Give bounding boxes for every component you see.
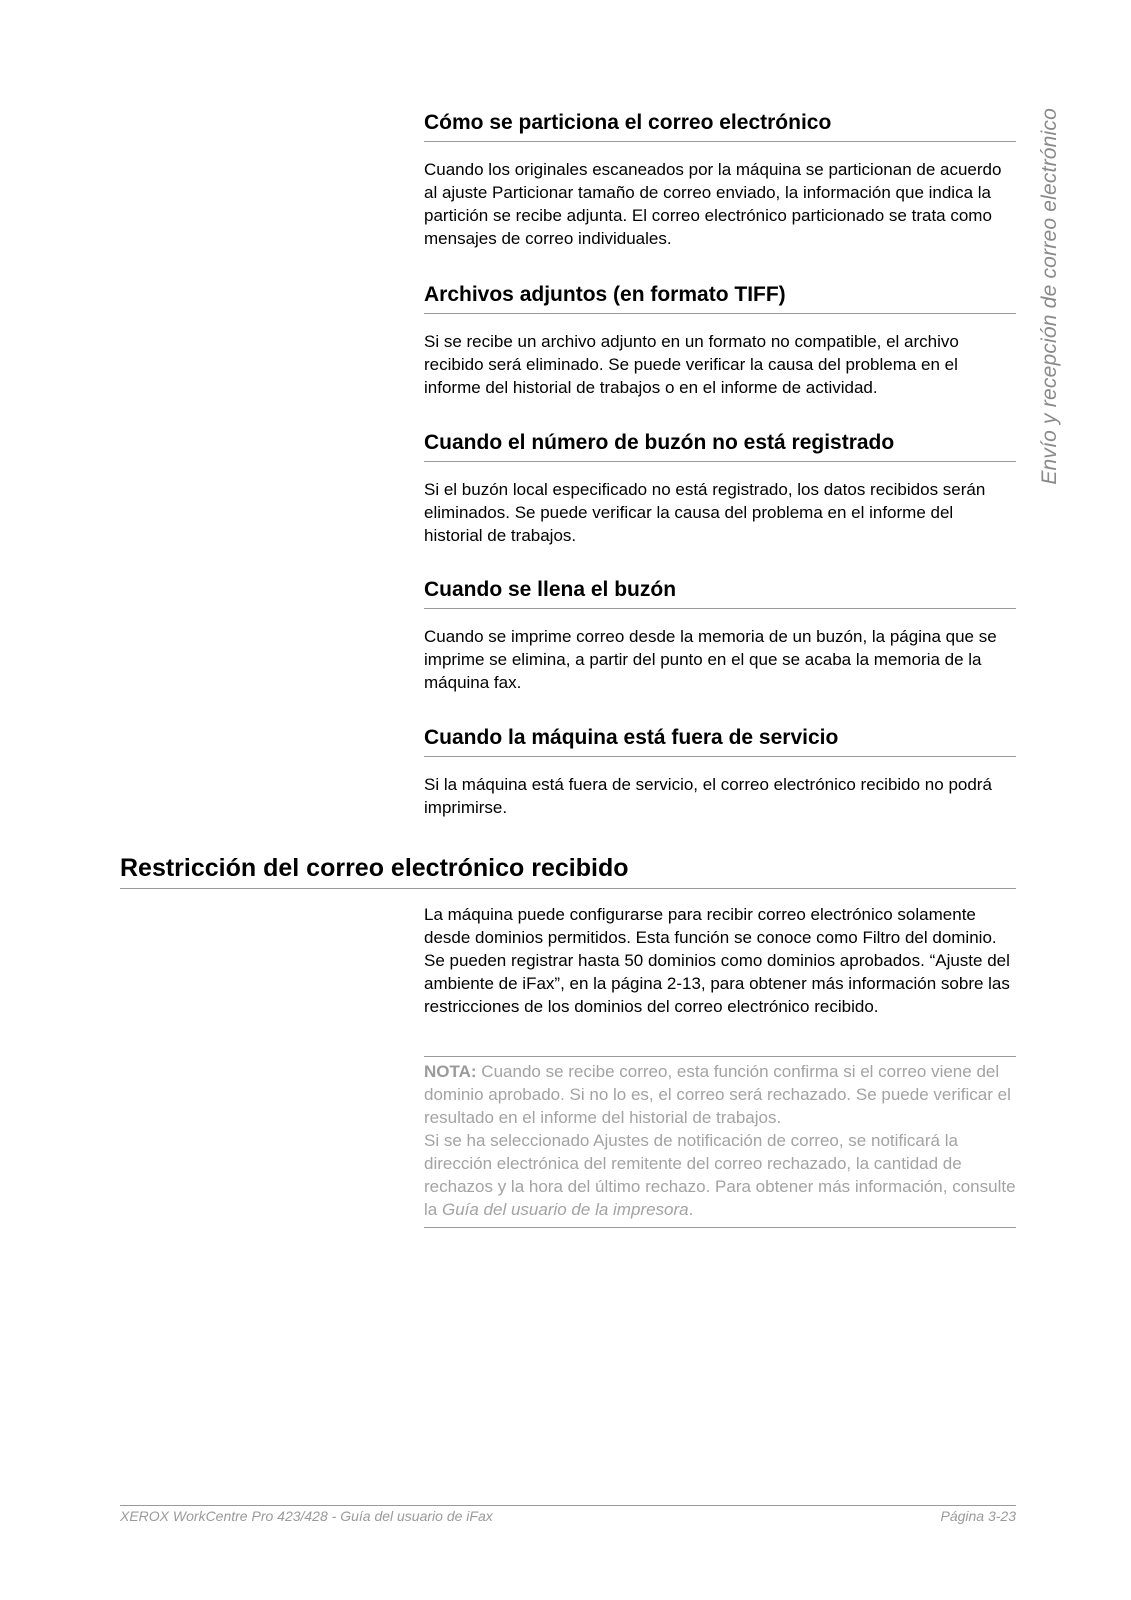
section-tiff-attachments xyxy=(424,282,1016,399)
section-body: Cuando los originales escaneados por la máquina se particionan de acuerdo al ajuste Particionar tamaño de correo enviado, la información que indica la partición se recibe adjunta. El correo electrónico particionado se trata como mensajes de correo individuales. xyxy=(424,160,1002,248)
note-box xyxy=(424,1056,1016,1228)
section-body: Si se recibe un archivo adjunto en un formato no compatible, el archivo recibido será eliminado. Se puede verificar la causa del problema en el informe del historial de trabajos o en el informe de actividad. xyxy=(424,332,959,397)
note-guide-title: Guía del usuario de la impresora xyxy=(441,1200,689,1219)
section-heading: Cuando el número de buzón no está registrado xyxy=(424,430,1016,462)
section-mailbox-not-registered xyxy=(424,430,1016,547)
section-heading: Archivos adjuntos (en formato TIFF) xyxy=(424,282,1016,314)
page-footer xyxy=(120,1505,1016,1524)
section-restriction xyxy=(424,887,1016,1018)
section-heading: Cuando la máquina está fuera de servicio xyxy=(424,725,1016,757)
section-heading: Cómo se particiona el correo electrónico xyxy=(424,110,1016,142)
section-heading: Cuando se llena el buzón xyxy=(424,577,1016,609)
section-body: Si el buzón local especificado no está registrado, los datos recibidos serán eliminados. Se puede verificar la causa del problema en el informe del historial de trabajos. xyxy=(424,480,986,545)
note-text-2: Si se ha seleccionado Ajustes de notificación de correo, se notificará la dirección electrónica del remitente del correo rechazado, la cantidad de rechazos y la hora del último rechazo. Para obtener más información, consulte la xyxy=(424,1131,1016,1219)
section-body: Si la máquina está fuera de servicio, el correo electrónico recibido no podrá imprimirse. xyxy=(424,775,992,817)
restriction-body: La máquina puede configurarse para recibir correo electrónico solamente desde dominios permitidos. Esta función se conoce como Filtro del dominio. Se pueden registrar hasta 50 dominios como dominios aprobados. “Ajuste del ambiente de iFax”, en la página 2-13, para obtener más información sobre las restricciones de los dominios del correo electrónico recibido. xyxy=(424,905,1010,1016)
section-mailbox-full xyxy=(424,577,1016,694)
main-heading: Restricción del correo electrónico recibido xyxy=(120,853,1016,889)
note-paragraph-1 xyxy=(424,1060,1016,1129)
section-email-partition xyxy=(424,110,1016,250)
note-end: . xyxy=(688,1200,694,1219)
footer-page-number: Página 3-23 xyxy=(940,1508,1016,1524)
section-body: Cuando se imprime correo desde la memoria de un buzón, la página que se imprime se elimina, a partir del punto en el que se acaba la memoria de la máquina fax. xyxy=(424,627,997,692)
note-text-1: Cuando se recibe correo, esta función confirma si el correo viene del dominio aprobado. Si no lo es, el correo será rechazado. Se puede verificar el resultado en el informe del historial de trabajos. xyxy=(424,1062,1011,1127)
footer-document-title: XEROX WorkCentre Pro 423/428 - Guía del usuario de iFax xyxy=(120,1508,493,1524)
note-paragraph-2 xyxy=(424,1129,1016,1221)
note-label: NOTA: xyxy=(424,1062,477,1081)
chapter-side-tab: Envío y recepción de correo electrónico xyxy=(1038,108,1061,485)
section-machine-out-of-service xyxy=(424,725,1016,819)
